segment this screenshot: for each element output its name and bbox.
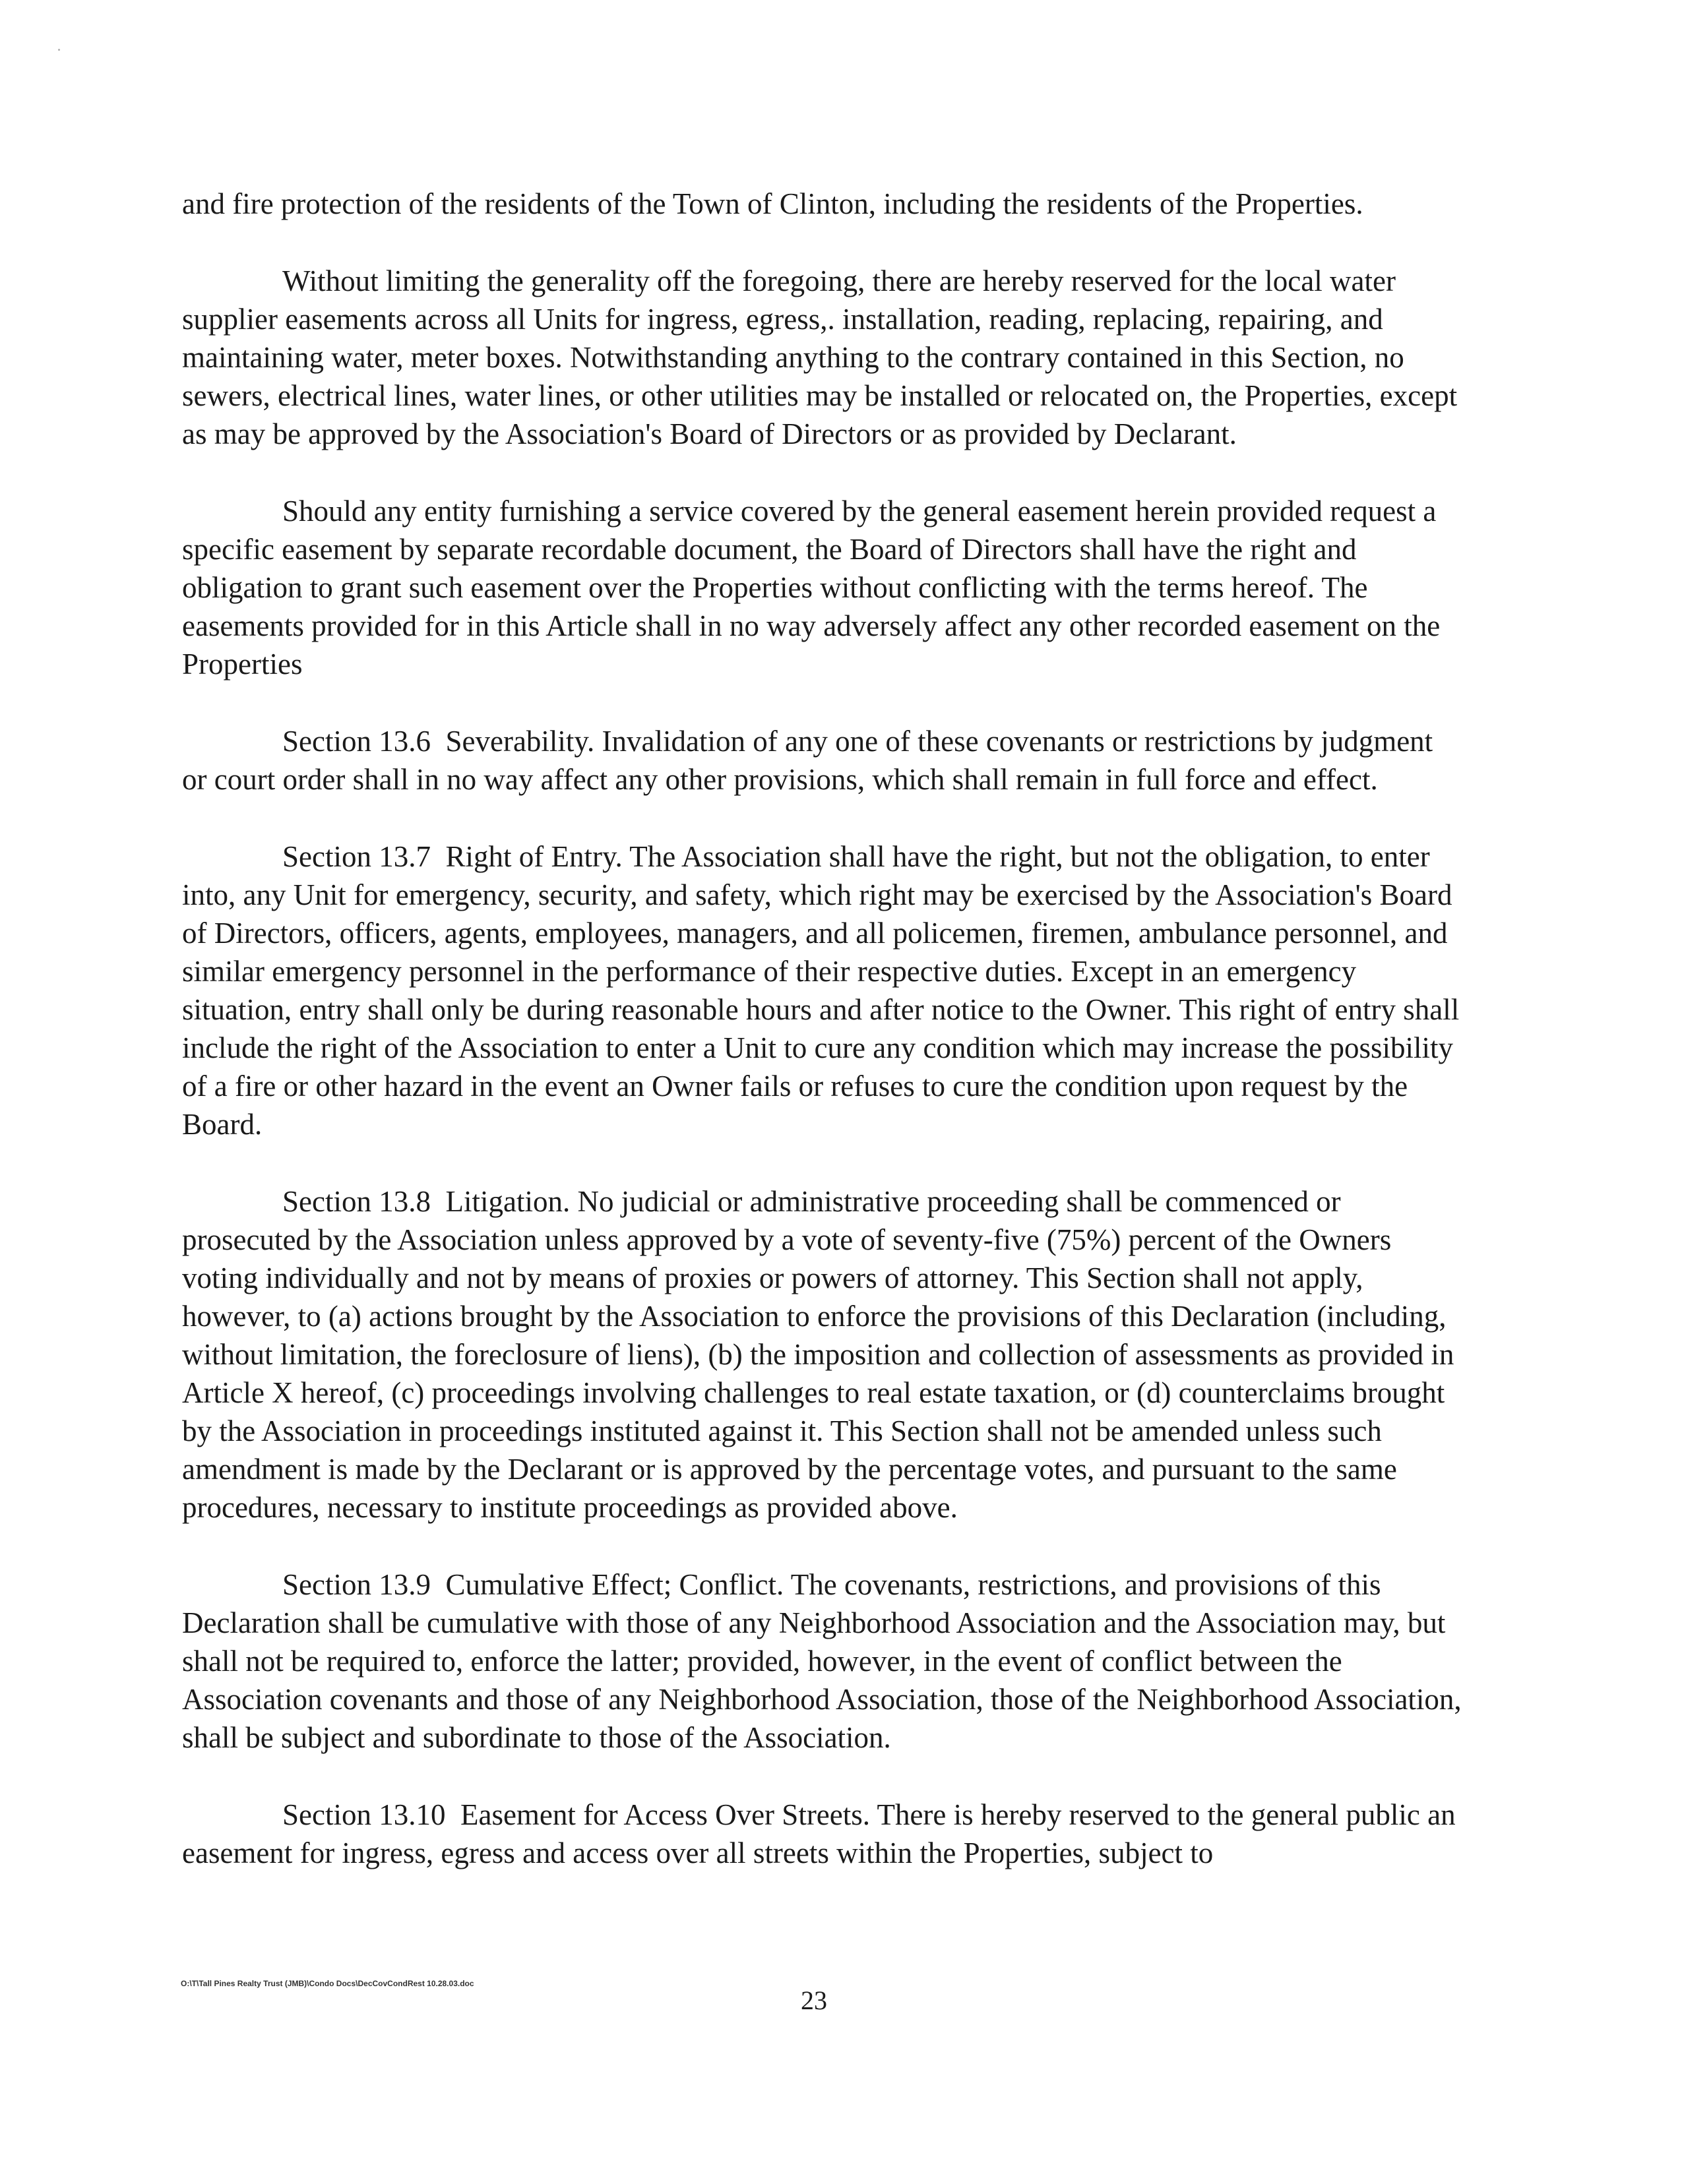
section-13-8-litigation [182,1182,1462,1527]
section-number: Section 13.7 [282,840,431,873]
paragraph-continuation: and fire protection of the residents of the Town of Clinton, including the residents of the Properties. [182,187,1363,220]
section-text: The Association shall have the right, but not the obligation, to enter into, any Unit for emergency, security, and safety, which right may be exercised by the Association's Board of Directors, officers, agents, employees, managers, and all policemen, firemen, ambulance personnel, and similar emergency personnel in the performance of their respective duties. Except in an emergency situation, entry shall only be during reasonable hours and after notice to the Owner. This right of entry shall include the right of the Association to enter a Unit to cure any condition which may increase the possibility of a fire or other hazard in the event an Owner fails or refuses to cure the condition upon request by the Board. [182,840,1460,1141]
section-title: Easement for Access Over Streets. [460,1798,871,1831]
section-13-10-easement-streets [182,1796,1462,1872]
footer-file-path: O:\T\Tall Pines Realty Trust (JMB)\Condo Docs\DecCovCondRest 10.28.03.doc [181,1979,474,1988]
section-title: Severability. [445,725,595,758]
paragraph-water-easements: Without limiting the generality off the foregoing, there are hereby reserved for the local water supplier easements across all Units for ingress, egress,. installation, reading, replacing, repairing, and maintaining water, meter boxes. Notwithstanding anything to the contrary contained in this Section, no sewers, electrical lines, water lines, or other utilities may be installed or relocated on, the Properties, except as may be approved by the Association's Board of Directors or as provided by Declarant. [182,264,1458,450]
section-text: The covenants, restrictions, and provisions of this Declaration shall be cumulative with those of any Neighborhood Association and the Association may, but shall not be required to, enforce the latter; provided, however, in the event of conflict between the Association covenants and those of any Neighborhood Association, those of the Neighborhood Association, shall be subject and subordinate to those of the Association. [182,1568,1462,1754]
section-number: Section 13.6 [282,725,431,758]
scan-speck-decoration [58,49,60,51]
section-title: Right of Entry. [445,840,623,873]
section-text: No judicial or administrative proceeding shall be commenced or prosecuted by the Association unless approved by a vote of seventy-five (75%) percent of the Owners voting individually and not by means of proxies or powers of attorney. This Section shall not apply, however, to (a) actions brought by the Association to enforce the provisions of this Declaration (including, without limitation, the foreclosure of liens), (b) the imposition and collection of assessments as provided in Article X hereof, (c) proceedings involving challenges to real estate taxation, or (d) counterclaims brought by the Association in proceedings instituted against it. This Section shall not be amended unless such amendment is made by the Declarant or is approved by the percentage votes, and pursuant to the same procedures, necessary to institute proceedings as provided above. [182,1185,1454,1524]
section-number: Section 13.8 [282,1185,431,1218]
paragraph-specific-easement: Should any entity furnishing a service covered by the general easement herein provided request a specific easement by separate recordable document, the Board of Directors shall have the right and obligation to grant such easement over the Properties without conflicting with the terms hereof. The easements provided for in this Article shall in no way adversely affect any other recorded easement on the Properties [182,495,1441,681]
section-number: Section 13.9 [282,1568,431,1601]
section-text: Invalidation of any one of these covenants or restrictions by judgment or court order shall in no way affect any other provisions, which shall remain in full force and effect. [182,725,1433,796]
section-text: There is hereby reserved to the general public an easement for ingress, egress and access over all streets within the Properties, subject to [182,1798,1456,1869]
section-number: Section 13.10 [282,1798,446,1831]
page-number: 23 [801,1986,827,2015]
section-13-7-right-of-entry [182,837,1462,1143]
section-13-6-severability [182,722,1462,799]
section-title: Cumulative Effect; Conflict. [445,1568,784,1601]
document-body [182,185,1462,1911]
section-title: Litigation. [445,1185,571,1218]
section-13-9-cumulative-effect [182,1565,1462,1757]
